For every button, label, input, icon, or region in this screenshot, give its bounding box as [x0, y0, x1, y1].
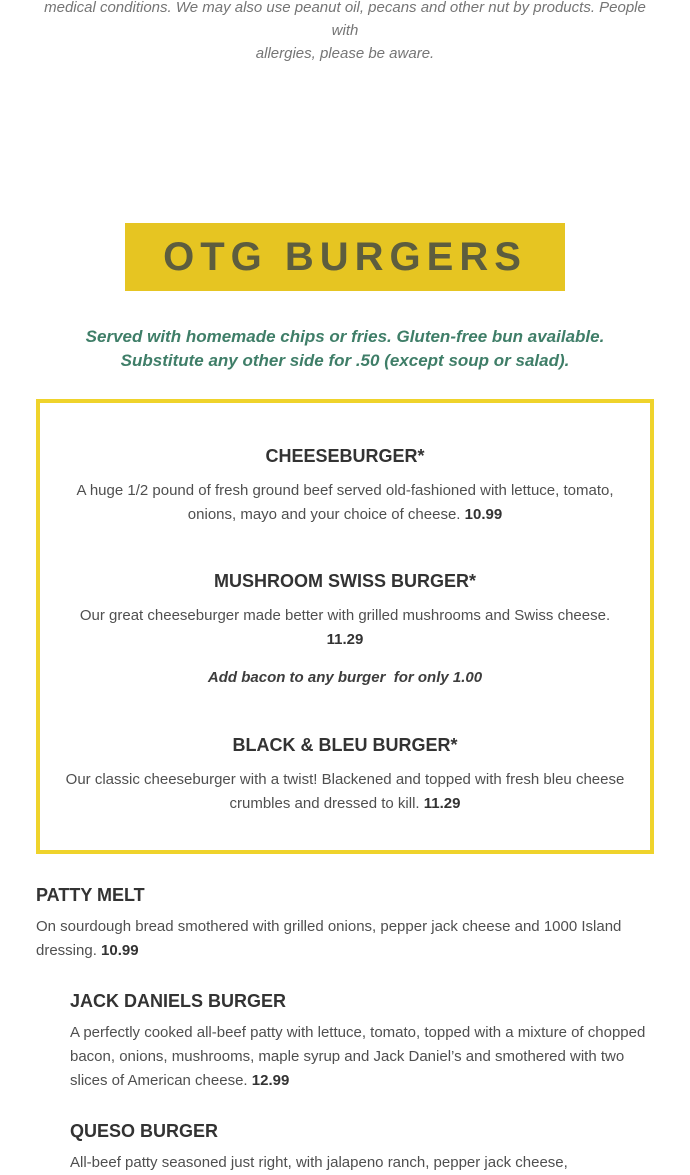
- item-price: 10.99: [464, 506, 503, 523]
- item-description: [60, 479, 630, 527]
- item-price: 11.29: [326, 631, 364, 648]
- menu-item-queso: [70, 1120, 654, 1175]
- menu-item-jack-daniels: [70, 990, 654, 1093]
- item-name: MUSHROOM SWISS BURGER*: [213, 571, 476, 591]
- menu-item-patty-melt: [36, 884, 654, 963]
- allergy-note: [36, 0, 654, 65]
- item-desc-text: A perfectly cooked all-beef patty with lettuce, tomato, topped with a mixture of chopped bacon, onions, mushrooms, maple syrup and Jack Daniel’s and smothered with two slices of American cheese.: [70, 1024, 646, 1089]
- item-price: 12.99: [251, 1072, 290, 1089]
- item-desc-text: All-beef patty seasoned just right, with jalapeno ranch, pepper jack cheese,: [70, 1154, 568, 1171]
- menu-item-mushroom-swiss: [60, 570, 630, 652]
- item-price: 11.29: [423, 795, 461, 812]
- featured-items-box: [36, 399, 654, 854]
- section-note-line: Substitute any other side for .50 (except soup or salad).: [120, 351, 570, 370]
- item-desc-text: Our classic cheeseburger with a twist! Blackened and topped with fresh bleu cheese crumbles and dressed to kill.: [65, 771, 625, 812]
- item-description: [36, 915, 654, 963]
- item-price: 10.99: [101, 942, 139, 959]
- section-note-line: Served with homemade chips or fries. Gluten-free bun available.: [85, 327, 605, 346]
- item-name: QUESO BURGER: [70, 1121, 219, 1141]
- section-title-banner: OTG BURGERS: [125, 223, 565, 291]
- allergy-note-line: medical conditions. We may also use peanut oil, pecans and other nut by products. People with: [44, 0, 646, 39]
- item-desc-text: Our great cheeseburger made better with grilled mushrooms and Swiss cheese.: [79, 607, 611, 624]
- item-name: JACK DANIELS BURGER: [70, 991, 287, 1011]
- item-name: BLACK & BLEU BURGER*: [232, 735, 458, 755]
- item-description: [70, 1021, 654, 1093]
- menu-item-cheeseburger: [60, 445, 630, 527]
- bacon-addon-note: Add bacon to any burger for only 1.00: [207, 669, 483, 686]
- item-desc-text: A huge 1/2 pound of fresh ground beef served old-fashioned with lettuce, tomato, onions, mayo and your choice of cheese.: [76, 482, 614, 523]
- section-note: [36, 325, 654, 373]
- item-description: [70, 1151, 654, 1175]
- section-banner-wrap: [36, 223, 654, 291]
- item-name: CHEESEBURGER*: [265, 446, 425, 466]
- item-description: [60, 604, 630, 652]
- item-desc-text: On sourdough bread smothered with grilled onions, pepper jack cheese and 1000 Island dressing.: [36, 918, 622, 959]
- item-name: PATTY MELT: [36, 885, 145, 905]
- item-description: [60, 768, 630, 816]
- allergy-note-line: allergies, please be aware.: [255, 45, 435, 62]
- menu-item-black-bleu: [60, 734, 630, 816]
